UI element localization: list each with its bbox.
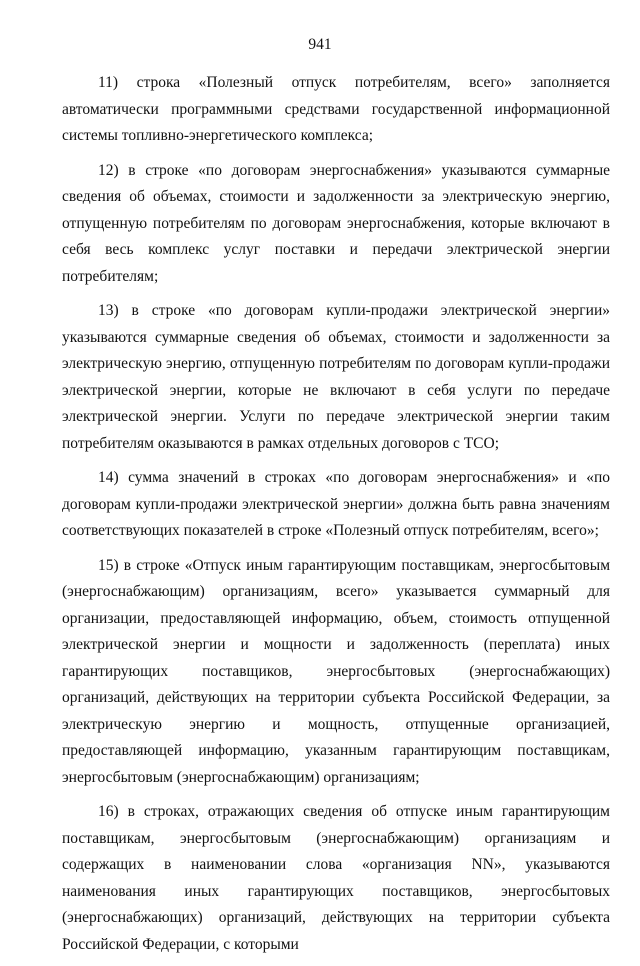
body-text	[62, 70, 610, 966]
paragraph-16: 16) в строках, отражающих сведения об отпуске иным гарантирующим поставщикам, энергосбытовым (энергоснабжающим) организациям и содержащих в наименовании слова «организация NN», указываются наименования иных гарантирующих поставщиков, энергосбытовых (энергоснабжающих) организаций, действующих на территории субъекта Российской Федерации, с которыми	[62, 803, 610, 953]
paragraph-12: 12) в строке «по договорам энергоснабжения» указываются суммарные сведения об объемах, стоимости и задолженности за электрическую энергию, отпущенную потребителям по договорам энергоснабжения, которые включают в себя весь комплекс услуг поставки и передачи электрической энергии потребителям;	[62, 161, 610, 285]
paragraph-13: 13) в строке «по договорам купли-продажи электрической энергии» указываются суммарные сведения об объемах, стоимости и задолженности за электрическую энергию, отпущенную потребителям по договорам купли-продажи электрической энергии, которые не включают в себя услуги по передаче электрической энергии. Услуги по передаче электрической энергии таким потребителям оказываются в рамках отдельных договоров с ТСО;	[62, 302, 610, 452]
paragraph-11: 11) строка «Полезный отпуск потребителям, всего» заполняется автоматически программными средствами государственной информационной системы топливно-энергетического комплекса;	[62, 74, 610, 144]
page-number: 941	[308, 36, 332, 53]
paragraph-15: 15) в строке «Отпуск иным гарантирующим поставщикам, энергосбытовым (энергоснабжающим) организациям, всего» указывается суммарный для организации, предоставляющей информацию, объем, стоимость отпущенной электрической энергии и мощности и задолженность (переплата) иных гарантирующих поставщиков, энергосбытовых (энергоснабжающих) организаций, действующих на территории субъекта Российской Федерации, за электрическую энергию и мощность, отпущенные организацией, предоставляющей информацию, указанным гарантирующим поставщикам, энергосбытовым (энергоснабжающим) организациям;	[62, 556, 610, 786]
paragraph-14: 14) сумма значений в строках «по договорам энергоснабжения» и «по договорам купли-продажи электрической энергии» должна быть равна значениям соответствующих показателей в строке «Полезный отпуск потребителям, всего»;	[62, 469, 610, 539]
